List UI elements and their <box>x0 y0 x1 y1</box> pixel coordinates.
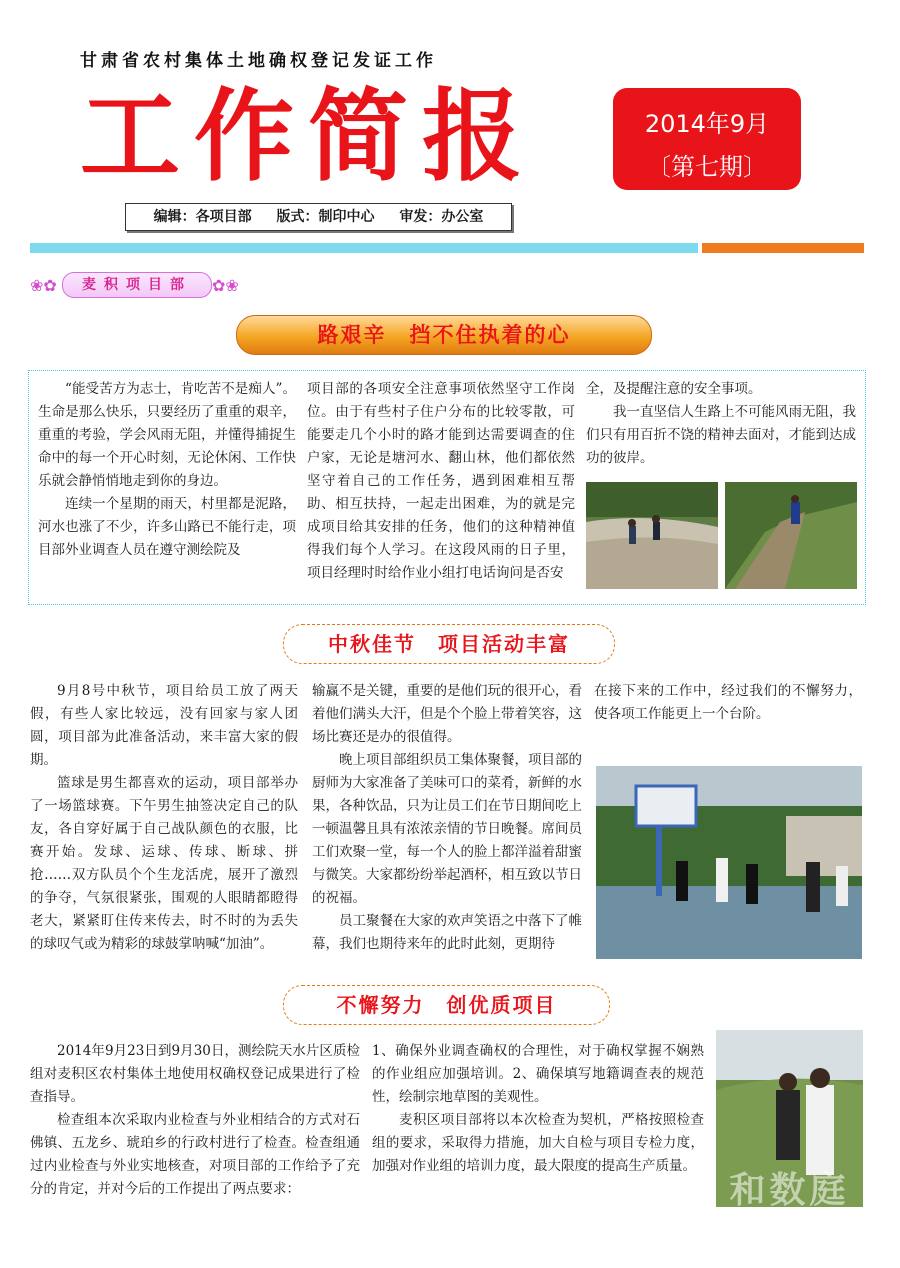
credit-editor: 编辑：各项目部 <box>153 209 252 225</box>
header-divider-blue <box>30 243 698 253</box>
header-divider-orange <box>702 243 864 253</box>
photo-basketball-game <box>596 766 862 959</box>
section2-col3 <box>594 680 862 726</box>
watermark-text: 和数庭 <box>729 1170 850 1207</box>
section2-col1 <box>30 680 298 956</box>
issue-date-box <box>613 88 801 190</box>
section1-col2 <box>307 378 575 585</box>
paragraph: 全，及提醒注意的安全事项。 <box>586 381 762 397</box>
paragraph: 2014年9月23日到9月30日，测绘院天水片区质检组对麦积区农村集体土地使用权确权登记成果进行了检查指导。 <box>30 1043 360 1105</box>
paragraph: 输赢不是关键，重要的是他们玩的很开心，看着他们满头大汗，但是个个脸上带着笑容，这场比赛还是办的很值得。 <box>312 683 582 745</box>
paragraph: 在接下来的工作中，经过我们的不懈努力，使各项工作能更上一个台阶。 <box>594 683 862 722</box>
flower-ornament-icon: ❀✿ <box>30 276 57 295</box>
section3-col2 <box>372 1040 704 1178</box>
paragraph: 9月8号中秋节，项目给员工放了两天假，有些人家比较远，没有回家与家人团圆，项目部为此准备活动，来丰富大家的假期。 <box>30 683 298 768</box>
paragraph: 项目部的各项安全注意事项依然坚守工作岗位。由于有些村子住户分布的比较零散，可能要走几个小时的路才能到达需要调查的住户家，无论是塘河水、翻山林，他们都依然坚守着自己的工作任务，遇到困难相互帮助、相互扶持，一起走出困难，为的就是完成项目给其安排的任务，他们的这种精神值得我们每个人学习。在这段风雨的日子里，项目经理时时给作业小组打电话询问是否安 <box>307 381 575 581</box>
paragraph: 员工聚餐在大家的欢声笑语之中落下了帷幕，我们也期待来年的此时此刻，更期待 <box>312 913 582 952</box>
photo-river-crossing <box>586 482 718 589</box>
main-title: 工作简报 <box>80 78 536 195</box>
paragraph: 晚上项目部组织员工集体聚餐，项目部的厨师为大家准备了美味可口的菜肴，新鲜的水果，各种饮品，只为让员工们在节日期间吃上一顿温馨且具有浓浓亲情的节日晚餐。席间员工们欢聚一堂，每一个人的脸上都洋溢着甜蜜与微笑。大家都纷纷举起酒杯，相互致以节日的祝福。 <box>312 752 582 906</box>
photo-field-inspection <box>716 1030 863 1207</box>
project-tag <box>28 268 238 302</box>
paragraph: 我一直坚信人生路上不可能风雨无阻，我们只有用百折不饶的精神去面对，才能到达成功的彼岸。 <box>586 404 856 466</box>
section1-title: 路艰辛 挡不住执着的心 <box>236 315 652 355</box>
paragraph: 篮球是男生都喜欢的运动，项目部举办了一场篮球赛。下午男生抽签决定自己的队友，各自穿好属于自己战队颜色的衣服，比赛开始。发球、运球、传球、断球、拼抢……双方队员个个生龙活虎，展开了激烈的争夺，气氛很紧张，围观的人眼睛都瞪得老大，紧紧盯住传来传去，时不时的为丢失的球叹气或为精彩的球鼓掌呐喊“加油”。 <box>30 775 298 952</box>
project-tag-label: 麦积项目部 <box>62 272 212 298</box>
photo-mountain-path <box>725 482 857 589</box>
section3-title: 不懈努力 创优质项目 <box>283 985 610 1025</box>
paragraph: 1、确保外业调查确权的合理性，对于确权掌握不娴熟的作业组应加强培训。2、确保填写地籍调查表的规范性，绘制宗地草图的美观性。 <box>372 1043 704 1105</box>
paragraph: “能受苦方为志士，肯吃苦不是痴人”。生命是那么快乐，只要经历了重重的艰辛，重重的考验，学会风雨无阻，并懂得捕捉生命中的每一个开心时刻，无论休闲、工作快乐就会静悄悄地走到你的身边。 <box>38 381 296 489</box>
issue-number: 〔第七期〕 <box>647 153 767 181</box>
paragraph: 检查组本次采取内业检查与外业相结合的方式对石佛镇、五龙乡、琥珀乡的行政村进行了检查。检查组通过内业检查与外业实地核查，对项目部的工作给予了充分的肯定，并对今后的工作提出了两点要求： <box>30 1112 360 1197</box>
paragraph: 麦积区项目部将以本次检查为契机，严格按照检查组的要求，采取得力措施，加大自检与项目专检力度，加强对作业组的培训力度，最大限度的提高生产质量。 <box>372 1112 704 1174</box>
section2-col2 <box>312 680 582 956</box>
section1-col3 <box>586 378 856 470</box>
issue-date: 2014年9月 <box>644 110 770 138</box>
section3-col1 <box>30 1040 360 1201</box>
credit-layout: 版式：制印中心 <box>276 209 375 225</box>
flower-ornament-icon: ✿❀ <box>212 276 239 295</box>
section2-title: 中秋佳节 项目活动丰富 <box>283 624 615 664</box>
credit-approval: 审发：办公室 <box>399 209 484 225</box>
section1-col1 <box>38 378 296 562</box>
paragraph: 连续一个星期的雨天，村里都是泥路，河水也涨了不少，许多山路已不能行走，项目部外业调查人员在遵守测绘院及 <box>38 496 296 558</box>
subtitle: 甘肃省农村集体土地确权登记发证工作 <box>80 51 437 71</box>
credits-box <box>125 203 512 231</box>
